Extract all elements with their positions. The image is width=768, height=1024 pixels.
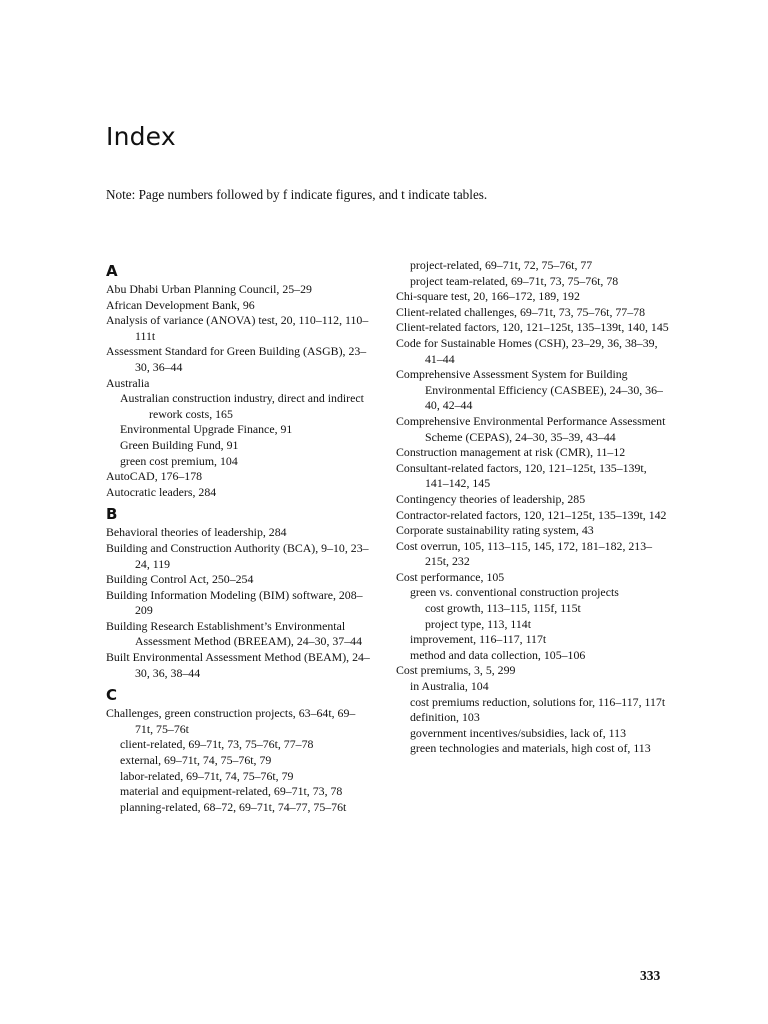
index-subentry: Green Building Fund, 91 bbox=[120, 437, 239, 452]
index-entry: Contingency theories of leadership, 285 bbox=[396, 491, 586, 506]
index-note: Note: Page numbers followed by f indicate figures, and t indicate tables. bbox=[106, 187, 488, 202]
index-entry: Chi-square test, 20, 166–172, 189, 192 bbox=[396, 289, 580, 304]
index-entry: Assessment Standard for Green Building (ASGB), 23–30, 36–44 bbox=[106, 344, 367, 374]
index-subentry: improvement, 116–117, 117t bbox=[410, 632, 547, 647]
index-entry: Construction management at risk (CMR), 11–12 bbox=[396, 445, 626, 460]
index-subentry: definition, 103 bbox=[410, 710, 480, 725]
index-entry: Consultant-related factors, 120, 121–125t, 135–139t, 141–142, 145 bbox=[396, 460, 647, 491]
index-entry: Building Control Act, 250–254 bbox=[106, 572, 254, 587]
index-entry: Cost premiums, 3, 5, 299 bbox=[396, 663, 516, 678]
index-entry: Corporate sustainability rating system, 43 bbox=[396, 523, 594, 538]
index-subentry: Environmental Upgrade Finance, 91 bbox=[120, 422, 293, 437]
index-entry: Cost overrun, 105, 113–115, 145, 172, 181–182, 213–215t, 232 bbox=[396, 538, 653, 569]
index-entry: Australia bbox=[106, 375, 150, 390]
index-entry: Contractor-related factors, 120, 121–125t, 135–139t, 142 bbox=[396, 507, 667, 522]
index-entry: Building and Construction Authority (BCA), 9–10, 23–24, 119 bbox=[106, 540, 369, 571]
index-subentry: cost growth, 113–115, 115f, 115t bbox=[425, 601, 581, 616]
index-entry: Building Information Modeling (BIM) software, 208–209 bbox=[106, 587, 363, 618]
index-entry: Analysis of variance (ANOVA) test, 20, 110–112, 110–111t bbox=[106, 313, 369, 343]
index-entry: Abu Dhabi Urban Planning Council, 25–29 bbox=[106, 282, 312, 296]
index-subentry: labor-related, 69–71t, 74, 75–76t, 79 bbox=[120, 768, 294, 783]
index-entry: AutoCAD, 176–178 bbox=[106, 469, 203, 484]
index-subentry: method and data collection, 105–106 bbox=[410, 647, 586, 662]
index-subentry: project team-related, 69–71t, 73, 75–76t, 78 bbox=[410, 273, 619, 288]
index-entry: Code for Sustainable Homes (CSH), 23–29, 36, 38–39, 41–44 bbox=[396, 335, 658, 366]
index-subentry: planning-related, 68–72, 69–71t, 74–77, 75–76t bbox=[120, 799, 347, 814]
index-subentry: client-related, 69–71t, 73, 75–76t, 77–78 bbox=[120, 737, 314, 752]
index-subentry: Australian construction industry, direct and indirect rework costs, 165 bbox=[120, 391, 364, 421]
index-entry: Challenges, green construction projects, 63–64t, 69–71t, 75–76t bbox=[106, 706, 356, 736]
index-subentry: green vs. conventional construction projects bbox=[410, 585, 619, 600]
section-letter: B bbox=[106, 505, 118, 524]
index-subentry: green cost premium, 104 bbox=[120, 453, 238, 468]
index-entry: African Development Bank, 96 bbox=[106, 297, 255, 312]
index-subentry: in Australia, 104 bbox=[410, 679, 489, 694]
index-column-left bbox=[106, 258, 372, 815]
index-entry: Behavioral theories of leadership, 284 bbox=[106, 525, 287, 540]
index-subentry: cost premiums reduction, solutions for, 116–117, 117t bbox=[410, 694, 666, 709]
index-subentry: material and equipment-related, 69–71t, 73, 78 bbox=[120, 784, 343, 799]
page-title: Index bbox=[106, 122, 176, 151]
section-letter: C bbox=[106, 686, 118, 705]
index-entry: Client-related challenges, 69–71t, 73, 75–76t, 77–78 bbox=[396, 304, 645, 319]
page-number: 333 bbox=[640, 968, 661, 983]
index-entry: Cost performance, 105 bbox=[396, 569, 505, 584]
index-entry: Comprehensive Environmental Performance Assessment Scheme (CEPAS), 24–30, 35–39, 43–44 bbox=[396, 413, 666, 444]
index-subentry: external, 69–71t, 74, 75–76t, 79 bbox=[120, 753, 272, 768]
index-entry: Built Environmental Assessment Method (BEAM), 24–30, 36, 38–44 bbox=[106, 650, 370, 680]
index-subentry: green technologies and materials, high cost of, 113 bbox=[410, 741, 651, 756]
index-entry: Client-related factors, 120, 121–125t, 135–139t, 140, 145 bbox=[396, 320, 669, 335]
index-entry: Autocratic leaders, 284 bbox=[106, 484, 217, 499]
index-subentry: project type, 113, 114t bbox=[425, 616, 532, 631]
index-entry: Comprehensive Assessment System for Building Environmental Efficiency (CASBEE), 24–30, 36–40, 42–44 bbox=[396, 367, 663, 413]
index-column-right bbox=[396, 258, 670, 757]
index-entry: Building Research Establishment’s Environmental Assessment Method (BREEAM), 24–30, 37–44 bbox=[106, 618, 362, 649]
section-letter: A bbox=[106, 262, 118, 280]
index-subentry: project-related, 69–71t, 72, 75–76t, 77 bbox=[410, 258, 593, 272]
index-subentry: government incentives/subsidies, lack of, 113 bbox=[410, 725, 626, 740]
